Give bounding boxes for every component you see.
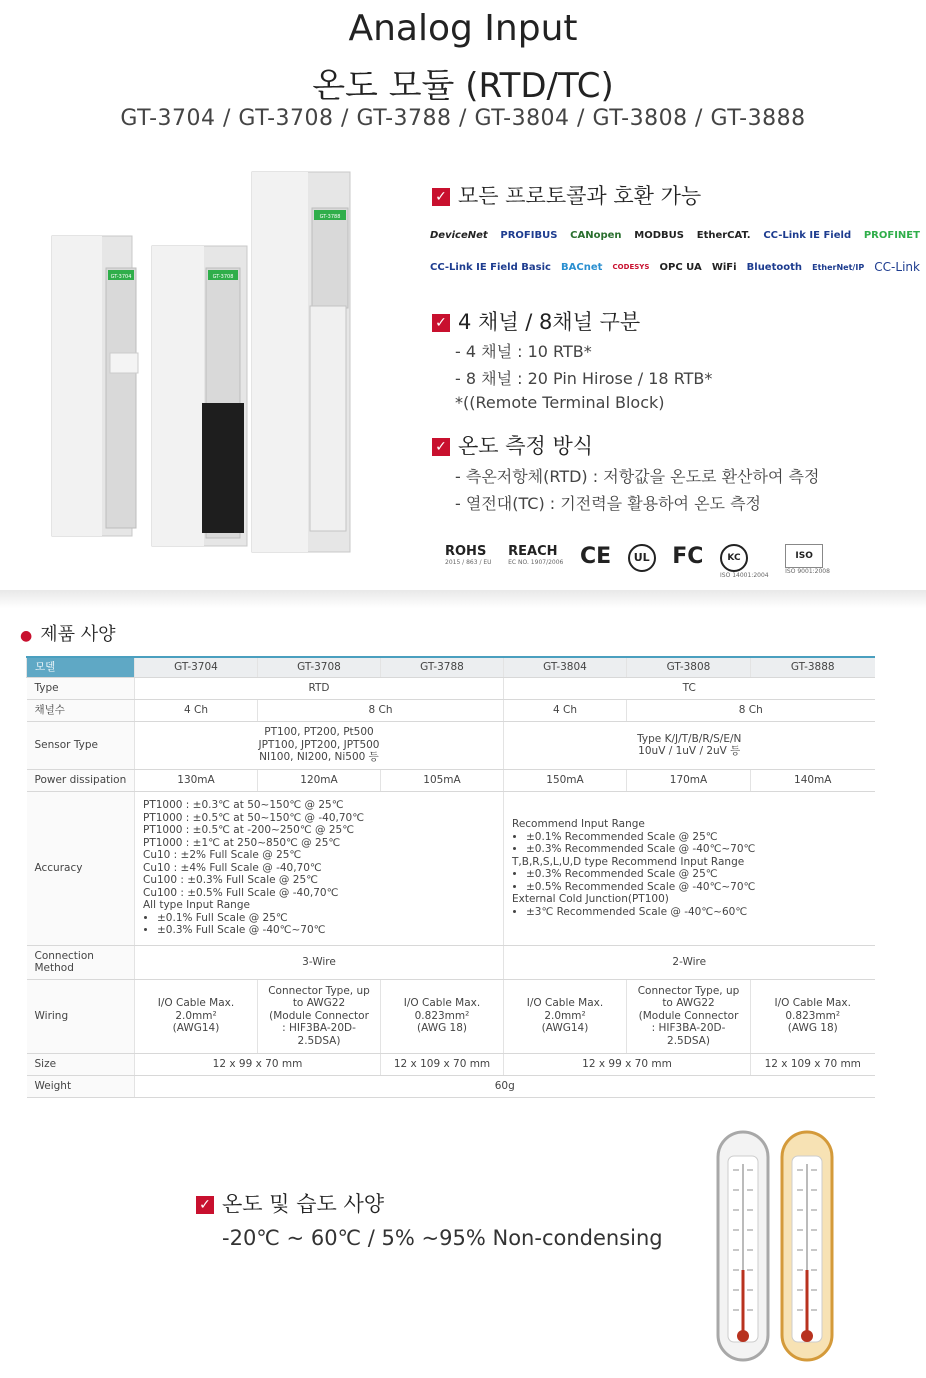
method-line: - 측온저항체(RTD) : 저항값을 온도로 환산하여 측정 [455,467,820,486]
module-gt-3704 [52,236,138,536]
table-cell: 4 Ch [504,699,627,721]
thermometer-icons [716,1130,834,1364]
protocol-logo: OPC UA [659,261,702,273]
bullet-icon: ● [20,628,33,644]
table-cell: 140mA [751,769,875,791]
header-cell: GT-3788 [381,657,504,677]
channel-title: 4 채널 / 8채널 구분 [458,310,641,334]
row-label: Weight [27,1075,135,1097]
protocol-logo: CC-Link IE Field Basic [430,261,551,273]
header-cell: GT-3804 [504,657,627,677]
protocol-logo: PROFIBUS [500,230,558,241]
method-title: 온도 측정 방식 [458,434,594,458]
check-icon: ✓ [432,188,450,206]
table-row [27,677,875,699]
protocol-logo: CC-Link IE Field [763,230,852,241]
kc-logo: KC ISO 14001:2004 [720,544,769,579]
row-label: Connection Method [27,945,135,979]
table-row [27,1053,875,1075]
protocol-logo: CODESYS [612,263,650,271]
row-label: Power dissipation [27,769,135,791]
iso-logo: ISO ISO 9001:2008 [785,544,830,575]
table-cell: 60g [135,1075,875,1097]
module-label-3: GT-3788 [319,214,341,220]
fc-logo: FC [672,544,704,569]
model-list: GT-3704 / GT-3708 / GT-3788 / GT-3804 / GT-3808 / GT-3888 [120,106,806,131]
table-row [27,1075,875,1097]
table-cell: PT1000 : ±0.3℃ at 50~150℃ @ 25℃ PT1000 : ±0.5℃ at 50~150℃ @ -40,70℃ PT1000 : ±0.5℃ at -200~250℃ @ 25℃ PT1000 : ±1℃ at 250~850℃ @ 25℃ Cu10 : ±2% Full Scale @ 25℃ Cu10 : ±4% Full Scale @ -40,70℃ Cu100 : ±0.3% Full Scale @ 25℃ Cu100 : ±0.5% Full Scale @ -40,70℃ All type Input Range • ±0.1% Full Scale @ 25℃ • ±0.3% Full Scale @ -40℃~70℃ [135,791,504,945]
table-cell: Connector Type, up to AWG22 (Module Connector : HIF3BA-20D- 2.5DSA) [627,979,751,1053]
table-cell: 12 x 109 x 70 mm [381,1053,504,1075]
channel-line: - 4 채널 : 10 RTB* [455,342,592,361]
table-cell: I/O Cable Max. 0.823mm² (AWG 18) [751,979,875,1053]
ce-logo: CE [579,544,612,569]
table-cell: I/O Cable Max. 0.823mm² (AWG 18) [381,979,504,1053]
table-row [27,769,875,791]
table-cell: Recommend Input Range • ±0.1% Recommended Scale @ 25℃ • ±0.3% Recommended Scale @ -40℃~70℃ T,B,R,S,L,U,D type Recommend Input Range • ±0.3% Recommended Scale @ 25℃ • ±0.5% Recommended Scale @ -40℃~70℃ External Cold Junction(PT100) • ±3℃ Recommended Scale @ -40℃~60℃ [504,791,875,945]
ul-logo: UL [628,544,656,572]
module-label-2: GT-3708 [212,274,234,280]
row-label: Wiring [27,979,135,1053]
check-icon: ✓ [432,314,450,332]
compat-heading [432,180,701,210]
table-cell: 150mA [504,769,627,791]
header-cell: GT-3708 [258,657,381,677]
protocol-logo: BACnet [561,261,603,273]
module-gt-3788 [252,172,350,552]
table-row [27,945,875,979]
protocol-logo: Bluetooth [746,261,803,273]
table-cell: TC [504,677,875,699]
check-icon: ✓ [196,1196,214,1214]
table-cell: RTD [135,677,504,699]
channel-heading [432,306,640,336]
rohs-logo: ROHS 2015 / 863 / EU [445,544,492,566]
protocol-logos-row-2 [430,260,920,274]
product-modules-image [40,168,370,558]
table-cell: 8 Ch [258,699,504,721]
row-label: Accuracy [27,791,135,945]
table-cell: 12 x 109 x 70 mm [751,1053,875,1075]
table-cell: 3-Wire [135,945,504,979]
protocol-logo: WiFi [711,261,737,273]
table-cell: 4 Ch [135,699,258,721]
table-row [27,699,875,721]
table-cell: 105mA [381,769,504,791]
protocol-logo: MODBUS [634,230,684,241]
header-cell: 모델 [27,657,135,677]
page-title: Analog Input [348,8,578,49]
table-cell: Connector Type, up to AWG22 (Module Connector : HIF3BA-20D- 2.5DSA) [258,979,381,1053]
table-row [27,721,875,769]
table-cell: I/O Cable Max. 2.0mm² (AWG14) [504,979,627,1053]
table-cell: 120mA [258,769,381,791]
row-label: 채널수 [27,699,135,721]
table-cell: I/O Cable Max. 2.0mm² (AWG14) [135,979,258,1053]
module-label-1: GT-3704 [110,274,132,280]
protocol-logo: PROFINET [863,230,920,241]
table-cell: Type K/J/T/B/R/S/E/N 10uV / 1uV / 2uV 등 [504,721,875,769]
module-gt-3708 [152,246,247,546]
protocol-logo: EtherNet/IP [812,262,865,272]
env-value: -20℃ ~ 60℃ / 5% ~95% Non-condensing [222,1226,663,1250]
table-cell: 8 Ch [627,699,875,721]
row-label: Size [27,1053,135,1075]
protocol-logo: CANopen [570,230,622,241]
row-label: Sensor Type [27,721,135,769]
header-cell: GT-3704 [135,657,258,677]
env-heading [196,1188,384,1218]
protocol-logos-row-1 [430,230,920,241]
table-header-row [27,657,875,677]
protocol-logo: CC-Link [874,260,920,274]
table-cell: 12 x 99 x 70 mm [504,1053,751,1075]
reach-logo: REACH EC NO. 1907/2006 [508,544,564,566]
table-cell: 130mA [135,769,258,791]
page-subtitle: 온도 모듈 (RTD/TC) [312,66,614,106]
compat-title: 모든 프로토콜과 호환 가능 [458,184,702,208]
spec-title: 제품 사양 [40,624,116,645]
protocol-logo: EtherCAT. [696,230,751,241]
table-row [27,791,875,945]
table-cell: 12 x 99 x 70 mm [135,1053,381,1075]
thermometer-icon [782,1132,832,1360]
method-line: - 열전대(TC) : 기전력을 활용하여 온도 측정 [455,494,762,513]
channel-line: - 8 채널 : 20 Pin Hirose / 18 RTB* [455,369,713,388]
row-label: Type [27,677,135,699]
section-divider [0,590,926,608]
table-cell: PT100, PT200, Pt500 JPT100, JPT200, JPT500 NI100, NI200, Ni500 등 [135,721,504,769]
spec-table [26,656,875,1098]
header-cell: GT-3888 [751,657,875,677]
certification-logos [445,544,830,579]
spec-heading [20,620,116,646]
check-icon: ✓ [432,438,450,456]
thermometer-icon [718,1132,768,1360]
table-cell: 170mA [627,769,751,791]
env-title: 온도 및 습도 사양 [222,1192,385,1216]
method-heading [432,430,593,460]
table-row [27,979,875,1053]
protocol-logo: DeviceNet [430,230,488,241]
header-cell: GT-3808 [627,657,751,677]
channel-line: *((Remote Terminal Block) [455,393,665,412]
table-cell: 2-Wire [504,945,875,979]
